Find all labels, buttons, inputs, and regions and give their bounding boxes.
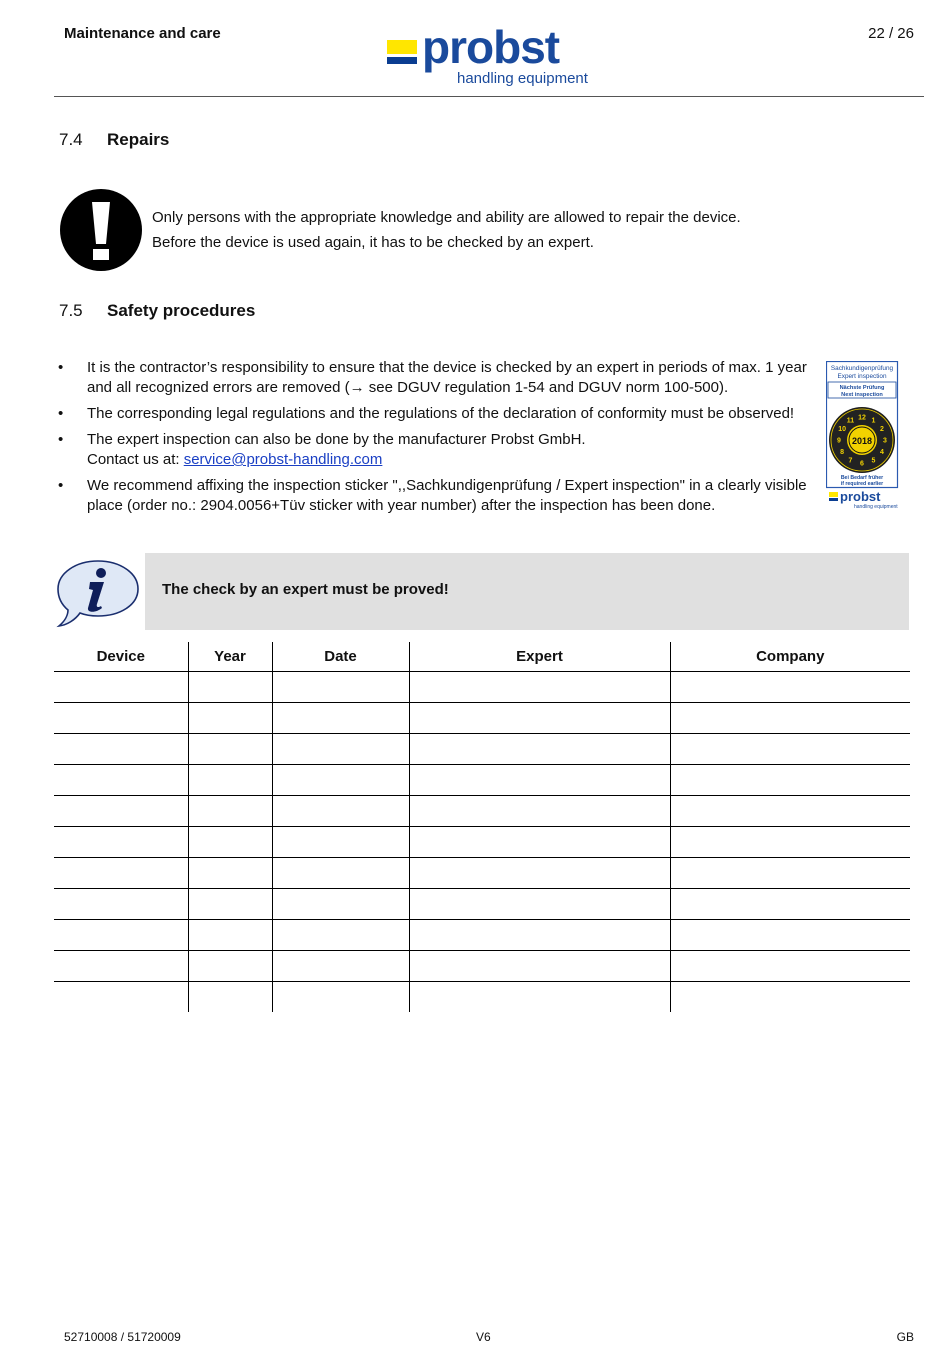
table-cell [188, 796, 272, 827]
table-cell [272, 765, 409, 796]
footer-version: V6 [476, 1330, 491, 1344]
table-cell [409, 796, 670, 827]
table-cell [670, 734, 910, 765]
table-row [54, 672, 910, 703]
table-cell [409, 734, 670, 765]
list-item [58, 430, 818, 470]
table-cell [409, 703, 670, 734]
table-cell [272, 951, 409, 982]
table-cell [272, 734, 409, 765]
repairs-line-2: Before the device is used again, it has to be checked by an expert. [152, 234, 594, 251]
info-speech-bubble-icon [55, 558, 141, 628]
bullet-text: The expert inspection can also be done by the manufacturer Probst GmbH. [87, 431, 586, 448]
table-cell [54, 827, 188, 858]
footer-document-number: 52710008 / 51720009 [64, 1330, 181, 1344]
bullet-text: The corresponding legal regulations and the regulations of the declaration of conformity must be observed! [87, 405, 795, 422]
repairs-line-1: Only persons with the appropriate knowledge and ability are allowed to repair the device. [152, 209, 741, 226]
table-cell [54, 920, 188, 951]
dial-number: 3 [883, 437, 887, 445]
footer-language: GB [896, 1330, 914, 1344]
sticker-brand-sub: handling equipment [854, 504, 898, 510]
logo-word: probst [422, 21, 560, 73]
dial-number: 2 [879, 426, 884, 433]
column-header-expert: Expert [409, 642, 670, 672]
table-cell [670, 982, 910, 1013]
table-cell [188, 920, 272, 951]
table-row [54, 703, 910, 734]
table-row [54, 889, 910, 920]
table-cell [272, 982, 409, 1013]
table-cell [54, 765, 188, 796]
table-cell [409, 858, 670, 889]
sticker-title-en: Expert inspection [837, 373, 887, 380]
table-cell [272, 858, 409, 889]
table-cell [409, 951, 670, 982]
table-cell [54, 796, 188, 827]
sticker-brand: probst [840, 489, 881, 504]
table-cell [670, 765, 910, 796]
table-cell [188, 951, 272, 982]
table-cell [188, 703, 272, 734]
table-cell [188, 827, 272, 858]
exclamation-warning-icon [59, 188, 143, 272]
table-cell [670, 951, 910, 982]
dial-number: 9 [837, 437, 841, 445]
sticker-logo-mark-icon [829, 492, 838, 497]
column-header-device: Device [54, 642, 188, 672]
dial-number: 1 [871, 417, 876, 425]
contact-prefix: Contact us at: [87, 451, 184, 468]
probst-logo [387, 21, 599, 90]
table-cell [188, 982, 272, 1013]
table-header-row [54, 642, 910, 672]
table-cell [409, 765, 670, 796]
table-cell [670, 920, 910, 951]
table-cell [188, 672, 272, 703]
sticker-earlier-en: if required earlier [840, 481, 884, 487]
bullet-icon: • [58, 431, 64, 448]
table-cell [272, 920, 409, 951]
bullet-icon: • [58, 359, 64, 376]
safety-bullet-list [58, 358, 818, 522]
dial-number: 12 [858, 414, 866, 422]
dial-number: 5 [871, 457, 876, 465]
table-cell [670, 796, 910, 827]
header-page-number: 22 / 26 [868, 25, 914, 42]
table-cell [188, 889, 272, 920]
contact-email-link[interactable]: service@probst-handling.com [183, 451, 383, 468]
column-header-year: Year [188, 642, 272, 672]
table-row [54, 765, 910, 796]
inspection-log-table [54, 642, 910, 1012]
bullet-icon: • [58, 477, 64, 494]
logo-mark-icon [387, 40, 417, 64]
list-item [58, 404, 818, 424]
table-cell [54, 734, 188, 765]
dial-number: 4 [879, 449, 884, 456]
logo-subtitle: handling equipment [457, 70, 588, 87]
bullet-text: It is the contractor’s responsibility to ensure that the device is checked by an expert in periods of max. 1 year and all recognized errors are removed (→ see DGUV regulation 1-54 and DGUV norm 100-500). [87, 359, 807, 396]
sticker-next-en: Next inspection [841, 392, 883, 398]
table-row [54, 827, 910, 858]
list-item [58, 358, 818, 398]
table-cell [272, 703, 409, 734]
info-box [145, 553, 909, 630]
table-cell [54, 982, 188, 1013]
table-row [54, 920, 910, 951]
dial-number: 8 [840, 449, 845, 456]
table-cell [272, 796, 409, 827]
dial-number: 7 [848, 457, 853, 465]
table-cell [272, 889, 409, 920]
section-number-safety: 7.5 [59, 301, 83, 320]
table-cell [409, 920, 670, 951]
table-row [54, 858, 910, 889]
sticker-next-de: Nächste Prüfung [839, 385, 885, 391]
table-cell [409, 982, 670, 1013]
bullet-icon: • [58, 405, 64, 422]
dial-number: 10 [838, 426, 846, 433]
table-cell [54, 858, 188, 889]
table-row [54, 734, 910, 765]
section-title-repairs: Repairs [107, 130, 170, 149]
info-text: The check by an expert must be proved! [162, 581, 449, 598]
table-cell [272, 672, 409, 703]
table-cell [670, 672, 910, 703]
header-divider [54, 96, 924, 97]
table-cell [54, 703, 188, 734]
section-title-safety: Safety procedures [107, 301, 256, 320]
header-section-title: Maintenance and care [64, 25, 221, 42]
inspection-sticker [826, 361, 902, 511]
table-cell [670, 703, 910, 734]
table-row [54, 796, 910, 827]
bullet-text: We recommend affixing the inspection sticker ",,Sachkundigenprüfung / Expert inspection" in a clearly visible place (order no.: 2904.0056+Tüv sticker with year number) after the inspection has been done. [87, 477, 807, 514]
table-cell [54, 672, 188, 703]
dial-number: 6 [860, 460, 864, 468]
table-cell [54, 889, 188, 920]
column-header-date: Date [272, 642, 409, 672]
table-cell [188, 858, 272, 889]
table-cell [670, 858, 910, 889]
table-cell [54, 951, 188, 982]
column-header-company: Company [670, 642, 910, 672]
list-item [58, 476, 818, 516]
sticker-year: 2018 [851, 436, 873, 446]
dial-number: 11 [846, 417, 855, 425]
sticker-earlier-de: Bei Bedarf früher [840, 475, 884, 481]
table-cell [409, 889, 670, 920]
section-number-repairs: 7.4 [59, 130, 83, 149]
table-cell [409, 827, 670, 858]
table-cell [188, 734, 272, 765]
sticker-title-de: Sachkundigenprüfung [830, 365, 894, 372]
table-cell [188, 765, 272, 796]
table-cell [272, 827, 409, 858]
table-cell [670, 889, 910, 920]
table-cell [409, 672, 670, 703]
table-row [54, 951, 910, 982]
table-cell [670, 827, 910, 858]
table-row [54, 982, 910, 1013]
